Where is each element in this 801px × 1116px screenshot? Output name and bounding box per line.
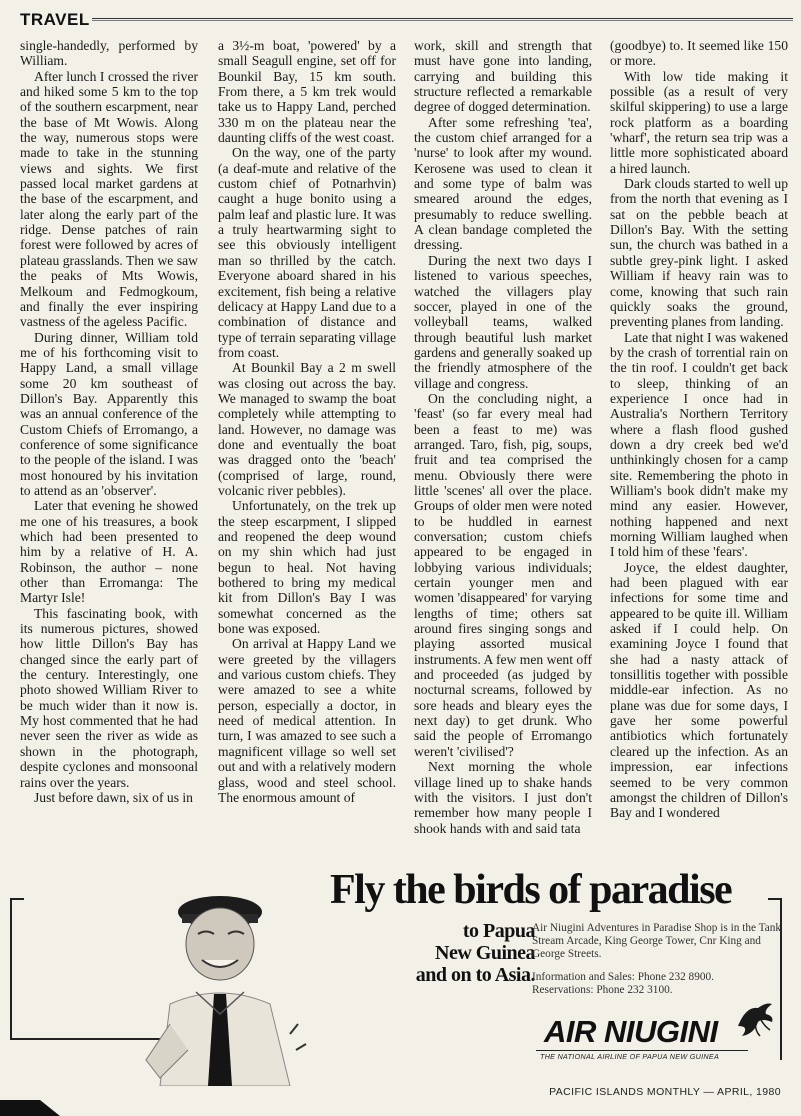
paragraph: Joyce, the eldest daughter, had been plagued with ear infections for some time and appeared to be quite ill. William asked if I could help. On examining Joyce I found that she had a nasty attack of tonsillitis together with possible middle-ear infection. As no plane was due for some days, I gave her some powerful antibiotics which fortunately cleared up the infection. As an impression, ear infections seemed to be very common amongst the children of Dillon's Bay and I wondered	[610, 559, 788, 821]
article-column-4	[610, 38, 788, 821]
bird-of-paradise-icon	[732, 996, 776, 1040]
paragraph: (goodbye) to. It seemed like 150 or more.	[610, 38, 788, 69]
paragraph: During dinner, William told me of his forthcoming visit to Happy Land, a small village some 20 km southeast of Dillon's Bay. Apparently this was an annual conference of the Custom Chiefs of Erromango, a conference of some significance to the people of the island. I was most honoured by his invitation to attend as an 'observer'.	[20, 329, 198, 498]
paragraph: Late that night I was wakened by the crash of torrential rain on the tin roof. I couldn't get back to sleep, thinking of an experience I once had in Australia's Northern Territory where a flash flood gushed down a dry creek bed we'd unthinkingly chosen for a camp site. Remembering the photo in William's book didn't make my mind any easier. However, nothing happened and next morning William laughed when I told him of these 'fears'.	[610, 329, 788, 560]
sales-phone: Information and Sales: Phone 232 8900.	[532, 971, 714, 983]
page-header	[0, 10, 801, 32]
article-column-1	[20, 38, 198, 805]
paragraph: At Bounkil Bay a 2 m swell was closing out across the bay. We managed to swamp the boat completely while attempting to land. However, no damage was done and eventually the boat was dragged onto the 'beach' (comprised of large, round, volcanic river pebbles).	[218, 360, 396, 498]
paragraph: Unfortunately, on the trek up the steep escarpment, I slipped and reopened the deep wound on my shin which had just begun to heal. Not having bothered to bring my medical kit from Dillon's Bay I was somewhat concerned as the bone was exposed.	[218, 498, 396, 637]
paragraph: work, skill and strength that must have gone into landing, carrying and building this structure reflected a remarkable degree of dogged determination.	[414, 38, 592, 115]
tagline-line: and on to Asia.	[415, 964, 535, 986]
paragraph: a 3½-m boat, 'powered' by a small Seagull engine, set off for Bounkil Bay, 15 km south. From there, a 5 km trek would take us to Happy Land, perched 330 m on the plateau near the daunting cliffs of the west coast.	[218, 38, 396, 146]
shop-info: Air Niugini Adventures in Paradise Shop is in the Tank Stream Arcade, King George Tower, Cnr King and George Streets.	[532, 922, 782, 960]
paragraph: Dark clouds started to well up from the north that evening as I sat on the pebble beach at Dillon's Bay. With the setting sun, the church was bathed in a subtle grey-pink light. I asked William if heavy rain was to come, knowing that such rain quickly soaks the ground, preventing planes from landing.	[610, 176, 788, 330]
reservations-phone: Reservations: Phone 232 3100.	[532, 984, 673, 996]
airline-advertisement	[10, 858, 790, 1090]
paragraph: single-handedly, performed by William.	[20, 38, 198, 69]
ad-headline: Fly the birds of paradise	[330, 867, 732, 913]
air-niugini-logo	[536, 1012, 766, 1061]
paragraph: After lunch I crossed the river and hiked some 5 km to the top of the southern escarpment, near the base of Mt Wowis. Along the way, numerous stops were made to take in the stunning views and sights. We first passed local market gardens at the base of the escarpment, and later along the early part of the ridge. Dense patches of rain forest were followed by acres of plateau grasslands. Then we saw the peaks of Mts Wowis, Melkoum and Fedmogkoum, and finally the ever inspiring vastness of the ageless Pacific.	[20, 68, 198, 330]
ad-frame	[10, 1038, 160, 1040]
paragraph: Just before dawn, six of us in	[34, 789, 193, 805]
article-column-2	[218, 38, 396, 805]
paragraph: On arrival at Happy Land we were greeted by the villagers and various custom chiefs. They were amazed to see a white person, especially a doctor, in need of medical attention. In turn, I was amazed to see such a magnificent village so well set out and with a relatively modern glass, wood and steel school. The enormous amount of	[218, 636, 396, 805]
tagline-line: to Papua	[462, 920, 535, 942]
ad-contact-info	[532, 922, 782, 997]
paragraph: On the way, one of the party (a deaf-mute and relative of the custom chief of Potnarhvin) caught a huge bonito using a palm leaf and plastic lure. It was a truly heartwarming sight to see this obviously intelligent man so thrilled by the catch. Everyone aboard shared in his excitement, fish being a relative delicacy at Happy Land due to a combination of distance and type of terrain separating village from coast.	[218, 145, 396, 360]
paragraph: With low tide making it possible (as a result of very skilful skippering) to use a large rock platform as a boarding 'wharf', the return sea trip was a little more sophisticated aboard a hired launch.	[610, 68, 788, 176]
paragraph: After some refreshing 'tea', the custom chief arranged for a 'nurse' to look after my wound. Kerosene was used to clean it and some type of balm was smeared around the edges, presumably to reduce swelling. A clean bandage completed the dressing.	[414, 114, 592, 253]
brand-subtitle: THE NATIONAL AIRLINE OF PAPUA NEW GUINEA	[540, 1052, 720, 1061]
pilot-photo	[140, 864, 340, 1086]
ad-frame	[10, 898, 24, 972]
header-rule	[92, 18, 793, 21]
paragraph: This fascinating book, with its numerous pictures, showed how little Dillon's Bay has changed since the early part of the century. Interestingly, one photo showed William River to be much wider than it now is. My host commented that he had never seen the river as wide as shown in the photograph, despite cyclones and monsoonal rains over the years.	[20, 605, 198, 790]
ad-tagline	[395, 920, 535, 986]
paragraph: Next morning the whole village lined up to shake hands with the visitors. I just don't remember how many people I shook hands with and said tata	[414, 759, 592, 836]
article-column-3	[414, 38, 592, 836]
paragraph: During the next two days I listened to various speeches, watched the villagers play soccer, played in one of the volleyball teams, walked through beautiful lush market gardens and generally soaked up the friendly atmosphere of the village and congress.	[414, 252, 592, 391]
page-corner-mark	[0, 1094, 60, 1116]
paragraph: On the concluding night, a 'feast' (so far every meal had been a feast to me) was arranged. Taro, fish, pig, soups, fruit and tea comprised the menu. Obviously there were little 'scenes' all over the place. Groups of older men were noted to be huddled in earnest conversation; custom chiefs appeared to be engaged in lobbying various individuals; certain younger men and women 'disappeared' for varying lengths of time; others sat around fires singing songs and playing assorted musical instruments. A few men went off and proceeded (as judged by nocturnal screams, followed by sore heads and bleary eyes the next day) to get drunk. Who said the people of Erromango weren't 'civilised'?	[414, 390, 592, 759]
page-footer: PACIFIC ISLANDS MONTHLY — APRIL, 1980	[549, 1086, 781, 1098]
section-label: TRAVEL	[20, 10, 90, 29]
brand-name: AIR NIUGINI	[544, 1014, 718, 1049]
tagline-line: New Guinea	[435, 942, 535, 964]
ad-frame	[10, 970, 12, 1040]
paragraph: Later that evening he showed me one of his treasures, a book which had been presented to him by a relative of H. A. Robinson, the author – none other than Erromanga: The Martyr Isle!	[20, 498, 198, 606]
logo-underline	[536, 1050, 748, 1051]
